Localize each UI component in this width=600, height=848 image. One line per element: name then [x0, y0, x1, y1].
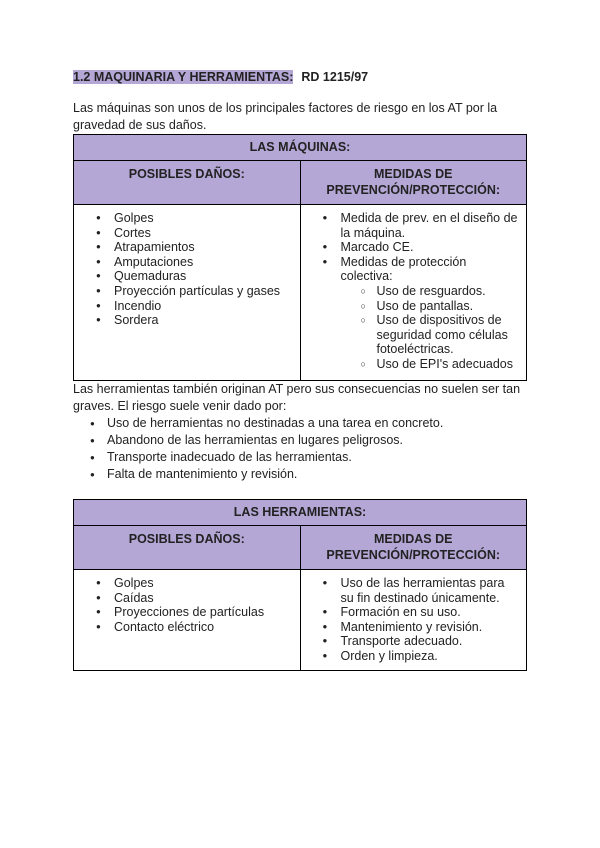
- list-item: ● Transporte adecuado.: [307, 634, 521, 649]
- tools-medidas-cell: [300, 570, 527, 671]
- list-item: ● Marcado CE.: [307, 240, 521, 255]
- machines-col-danos: POSIBLES DAÑOS:: [74, 161, 301, 205]
- list-item: [307, 255, 521, 372]
- machines-medidas-cell: [300, 205, 527, 381]
- list-item: ● Cortes: [80, 226, 294, 241]
- list-item: ● Mantenimiento y revisión.: [307, 620, 521, 635]
- sub-list-item: ○ Uso de EPI's adecuados: [341, 357, 521, 372]
- tools-col-danos: POSIBLES DAÑOS:: [74, 526, 301, 570]
- tools-table: [73, 499, 527, 671]
- protection-sublist: [341, 284, 521, 372]
- machines-danos-cell: [74, 205, 301, 381]
- list-item: ● Golpes: [80, 576, 294, 591]
- list-item: ● Caídas: [80, 591, 294, 606]
- list-item: ● Atrapamientos: [80, 240, 294, 255]
- document-page: [73, 70, 527, 671]
- list-item: ● Proyección partículas y gases: [80, 284, 294, 299]
- sub-list-item: ○ Uso de dispositivos de seguridad como células fotoeléctricas.: [341, 313, 521, 357]
- machines-danos-list: [80, 211, 294, 328]
- machines-col-medidas: MEDIDAS DE PREVENCIÓN/PROTECCIÓN:: [300, 161, 527, 205]
- list-item: ● Proyecciones de partículas: [80, 605, 294, 620]
- list-item: ● Amputaciones: [80, 255, 294, 270]
- tools-paragraph: Las herramientas también originan AT pero sus consecuencias no suelen ser tan graves. El riesgo suele venir dado por:: [73, 382, 521, 413]
- list-item: ● Medida de prev. en el diseño de la máquina.: [307, 211, 521, 240]
- sub-list-item: ○ Uso de resguardos.: [341, 284, 521, 299]
- regulation-reference: RD 1215/97: [301, 70, 369, 84]
- list-item: ● Orden y limpieza.: [307, 649, 521, 664]
- tools-table-title: LAS HERRAMIENTAS:: [74, 500, 527, 526]
- list-item: ● Incendio: [80, 299, 294, 314]
- tools-risk-list: [73, 415, 527, 483]
- machines-table: [73, 134, 527, 381]
- list-item: ● Falta de mantenimiento y revisión.: [73, 466, 527, 483]
- intro-paragraph: Las máquinas son unos de los principales factores de riesgo en los AT por la gravedad de sus daños.: [73, 101, 498, 132]
- section-title: 1.2 MAQUINARIA Y HERRAMIENTAS:: [73, 70, 294, 84]
- machines-table-title: LAS MÁQUINAS:: [74, 135, 527, 161]
- list-item: ● Quemaduras: [80, 269, 294, 284]
- list-item-label: Medidas de protección colectiva:: [340, 254, 467, 284]
- list-item: ● Uso de las herramientas para su fin destinado únicamente.: [307, 576, 521, 605]
- tools-danos-list: [80, 576, 294, 634]
- list-item: ● Abandono de las herramientas en lugares peligrosos.: [73, 432, 527, 449]
- tools-medidas-list: [307, 576, 521, 664]
- list-item: ● Uso de herramientas no destinadas a una tarea en concreto.: [73, 415, 527, 432]
- sub-list-item: ○ Uso de pantallas.: [341, 299, 521, 314]
- list-item: ● Transporte inadecuado de las herramientas.: [73, 449, 527, 466]
- list-item: ● Formación en su uso.: [307, 605, 521, 620]
- list-item: ● Sordera: [80, 313, 294, 328]
- list-item: ● Contacto eléctrico: [80, 620, 294, 635]
- machines-medidas-list: [307, 211, 521, 372]
- tools-danos-cell: [74, 570, 301, 671]
- tools-col-medidas: MEDIDAS DE PREVENCIÓN/PROTECCIÓN:: [300, 526, 527, 570]
- list-item: ● Golpes: [80, 211, 294, 226]
- section-heading: [73, 70, 527, 84]
